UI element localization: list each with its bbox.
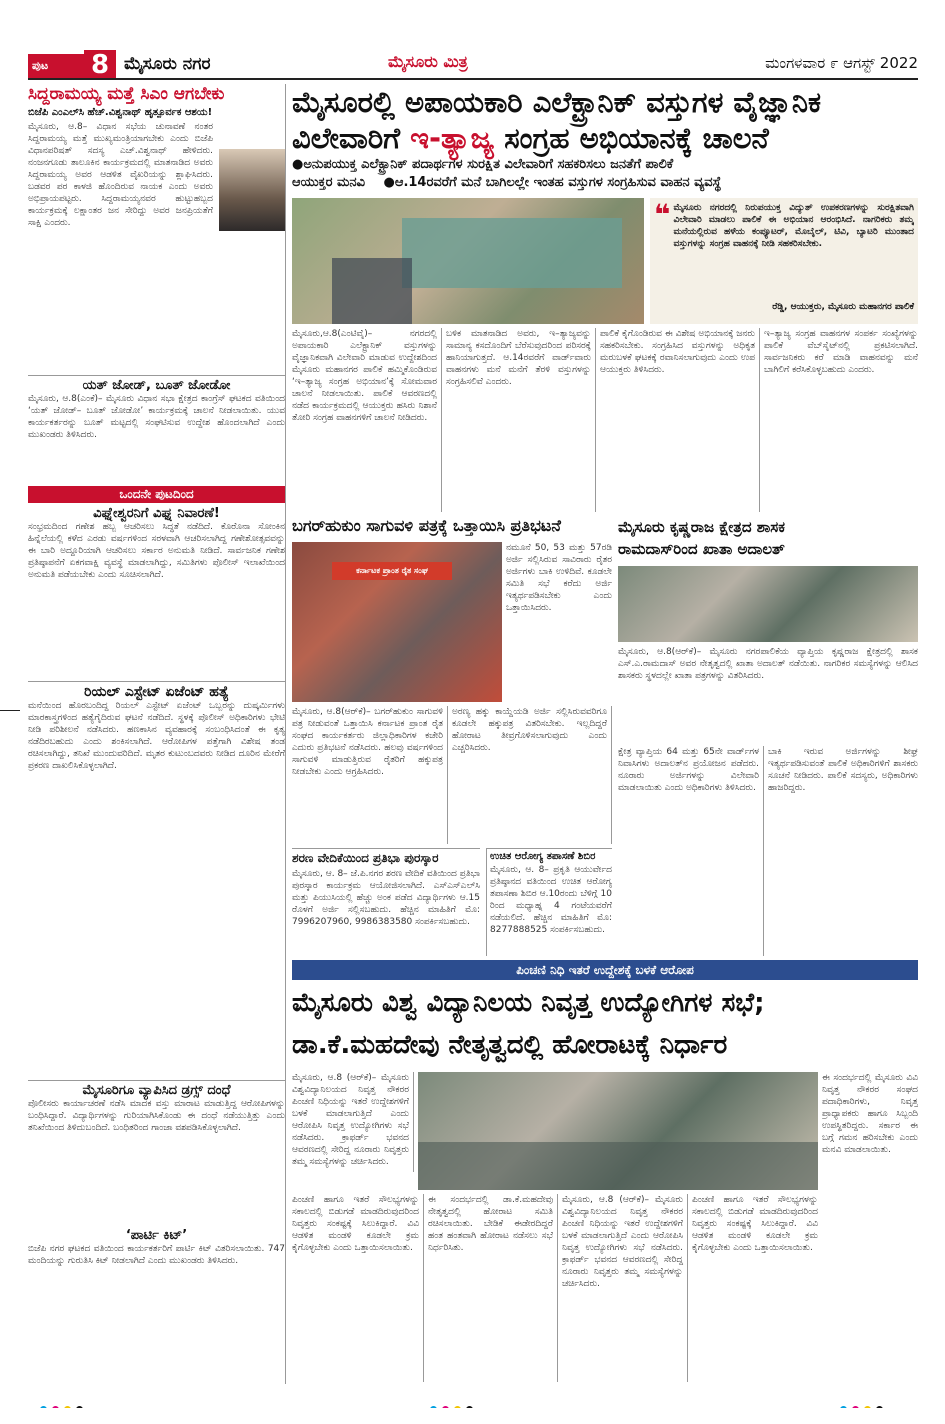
university-text-col5: ಪಿಂಚಣಿ ಹಾಗೂ ಇತರೆ ಸೌಲಭ್ಯಗಳನ್ನು ಸಕಾಲದಲ್ಲಿ ಬಿಡುಗಡೆ ಮಾಡದಿರುವುದರಿಂದ ನಿವೃತ್ತರು ಸಂಕಷ್ಟಕ್ಕೆ ಸಿಲುಕಿದ್ದಾರೆ. ವಿವಿ ಆಡಳಿತ ಮಂಡಳಿ ಕೂಡಲೇ ಕ್ರಮ ಕೈಗೊಳ್ಳಬೇಕು ಎಂದು ಒತ್ತಾಯಿಸಲಾಯಿತು. <box>692 1195 818 1253</box>
university-text-col3: ಈ ಸಂದರ್ಭದಲ್ಲಿ ಡಾ.ಕೆ.ಮಹದೇವು ನೇತೃತ್ವದಲ್ಲಿ ಹೋರಾಟ ಸಮಿತಿ ರಚಿಸಲಾಯಿತು. ಬೇಡಿಕೆ ಈಡೇರದಿದ್ದರೆ ಹಂತ ಹಂತವಾಗಿ ಹೋರಾಟ ನಡೆಸಲು ಸಭೆ ನಿರ್ಧರಿಸಿತು. <box>428 1194 558 1382</box>
masthead: ಮೈಸೂರು ಮಿತ್ರ <box>388 52 468 71</box>
print-dots-left <box>40 1398 120 1408</box>
story-realestate-text: ಮನೆಯಿಂದ ಹೊರಬಂದಿದ್ದ ರಿಯಲ್ ಎಸ್ಟೇಟ್ ಏಜೆಂಟ್ ಒಬ್ಬರನ್ನು ದುಷ್ಕರ್ಮಿಗಳು ಮಾರಕಾಸ್ತ್ರಗಳಿಂದ ಹತ್ಯೆಗೈದಿರುವ ಘಟನೆ ನಡೆದಿದೆ. ಸ್ಥಳಕ್ಕೆ ಪೊಲೀಸ್ ಅಧಿಕಾರಿಗಳು ಭೇಟಿ ನೀಡಿ ಪರಿಶೀಲನೆ ನಡೆಸಿದರು. ಹಣಕಾಸಿನ ವ್ಯವಹಾರಕ್ಕೆ ಸಂಬಂಧಿಸಿದಂತೆ ಈ ಕೃತ್ಯ ನಡೆದಿರಬಹುದು ಎಂದು ಶಂಕಿಸಲಾಗಿದೆ. ಆರೋಪಿಗಳ ಪತ್ತೆಗಾಗಿ ವಿಶೇಷ ತಂಡ ರಚಿಸಲಾಗಿದ್ದು, ತನಿಖೆ ಮುಂದುವರಿದಿದೆ. ಮೃತರ ಕುಟುಂಬದವರು ನೀಡಿದ ದೂರಿನ ಮೇರೆಗೆ ಪ್ರಕರಣ ದಾಖಲಿಸಿಕೊಳ್ಳಲಾಗಿದೆ. <box>28 701 285 771</box>
page-header <box>28 50 918 80</box>
health-box <box>486 848 612 956</box>
story-siddaramaiah-text: ಮೈಸೂರು, ಆ.8– ವಿಧಾನ ಸಭೆಯ ಚುನಾವಣೆ ನಂತರ ಸಿದ್ದರಾಮಯ್ಯ ಮತ್ತೆ ಮುಖ್ಯಮಂತ್ರಿಯಾಗಬೇಕು ಎಂದು ಬಿಜೆಪಿ ವಿಧಾನಪರಿಷತ್ ಸದಸ್ಯ ಎಚ್.ವಿಶ್ವನಾಥ್ ಹೇಳಿದರು. ನಂಜನಗೂಡು ತಾಲೂಕಿನ ಕಾರ್ಯಕ್ರಮದಲ್ಲಿ ಮಾತನಾಡಿದ ಅವರು ಸಿದ್ದರಾಮಯ್ಯ ಅವರ ಆಡಳಿತ ವೈಖರಿಯನ್ನು ಶ್ಲಾಘಿಸಿದರು. ಬಡವರ ಪರ ಕಾಳಜಿ ಹೊಂದಿರುವ ನಾಯಕ ಎಂದು ಅವರು ಅಭಿಪ್ರಾಯಪಟ್ಟರು. ಸಿದ್ದರಾಮಯ್ಯನವರ ಹುಟ್ಟುಹಬ್ಬದ ಕಾರ್ಯಕ್ರಮಕ್ಕೆ ಲಕ್ಷಾಂತರ ಜನ ಸೇರಿದ್ದು ಅವರ ಜನಪ್ರಿಯತೆಗೆ ಸಾಕ್ಷಿ ಎಂದರು. <box>28 122 213 228</box>
khata-headline-block <box>618 516 918 564</box>
award-text: ಮೈಸೂರು, ಆ. 8– ಜೆ.ಪಿ.ನಗರ ಶರಣ ವೇದಿಕೆ ವತಿಯಿಂದ ಪ್ರತಿಭಾ ಪುರಸ್ಕಾರ ಕಾರ್ಯಕ್ರಮ ಆಯೋಜಿಸಲಾಗಿದೆ. ಎಸ್‌ಎಸ್‌ಎಲ್‌ಸಿ ಮತ್ತು ಪಿಯುಸಿಯಲ್ಲಿ ಹೆಚ್ಚು ಅಂಕ ಪಡೆದ ವಿದ್ಯಾರ್ಥಿಗಳು ಆ.15 ರೊಳಗೆ ಅರ್ಜಿ ಸಲ್ಲಿಸಬಹುದು. ಹೆಚ್ಚಿನ ಮಾಹಿತಿಗೆ ಮೊ: 7996207960, 9986383580 ಸಂಪರ್ಕಿಸಬಹುದು. <box>292 869 480 927</box>
protest-banner: ಕರ್ನಾಟಕ ಪ್ರಾಂತ ರೈತ ಸಂಘ <box>332 562 452 580</box>
people-shape <box>332 258 412 324</box>
portrait-photo <box>219 149 285 231</box>
protest-headline: ಬಗರ್‌ಹುಕುಂ ಸಾಗುವಳಿ ಪತ್ರಕ್ಕೆ ಒತ್ತಾಯಿಸಿ ಪ್ರತಿಭಟನೆ <box>292 516 561 535</box>
dot-magenta <box>852 1406 859 1408</box>
story-yatjod-headline: ಯತ್ ಜೋಡ್, ಬೂತ್ ಜೋಡೋ <box>28 375 285 393</box>
quote-text: ಮೈಸೂರು ನಗರದಲ್ಲಿ ನಿರುಪಯುಕ್ತ ವಿದ್ಯುತ್ ಉಪಕರಣಗಳನ್ನು ಸುರಕ್ಷಿತವಾಗಿ ವಿಲೇವಾರಿ ಮಾಡಲು ಪಾಲಿಕೆ ಈ ಅಭಿಯಾನ ಆರಂಭಿಸಿದೆ. ನಾಗರಿಕರು ತಮ್ಮ ಮನೆಯಲ್ಲಿರುವ ಹಳೆಯ ಕಂಪ್ಯೂಟರ್, ಮೊಬೈಲ್, ಟಿವಿ, ಬ್ಯಾಟರಿ ಮುಂತಾದ ವಸ್ತುಗಳನ್ನು ಸಂಗ್ರಹ ವಾಹನಕ್ಕೆ ನೀಡಿ ಸಹಕರಿಸಬೇಕು. <box>673 203 914 249</box>
print-dots-right <box>840 1398 920 1408</box>
story-drugs-headline: ಮೈಸೂರಿಗೂ ವ್ಯಾಪಿಸಿದ ಡ್ರಗ್ಸ್ ದಂಧೆ <box>28 1080 285 1098</box>
protest-text-col1: ಮೈಸೂರು, ಆ.8(ಆರ್‌ಕೆ)– ಬಗರ್‌ಹುಕುಂ ಸಾಗುವಳಿ ಪತ್ರ ನೀಡುವಂತೆ ಒತ್ತಾಯಿಸಿ ಕರ್ನಾಟಕ ಪ್ರಾಂತ ರೈತ ಸಂಘದ ಕಾರ್ಯಕರ್ತರು ಜಿಲ್ಲಾಧಿಕಾರಿಗಳ ಕಚೇರಿ ಎದುರು ಪ್ರತಿಭಟನೆ ನಡೆಸಿದರು. ಹಲವು ವರ್ಷಗಳಿಂದ ಸಾಗುವಳಿ ಮಾಡುತ್ತಿರುವ ರೈತರಿಗೆ ಹಕ್ಕುಪತ್ರ ನೀಡಬೇಕು ಎಂದು ಆಗ್ರಹಿಸಿದರು. <box>292 706 448 844</box>
print-dots-center <box>430 1398 510 1408</box>
story-ganesha-headline: ವಿಘ್ನೇಶ್ವರನಿಗೆ ವಿಘ್ನ ನಿವಾರಣೆ! <box>93 506 220 521</box>
khata-headline2: ರಾಮದಾಸ್‌ರಿಂದ ಖಾತಾ ಅದಾಲತ್ <box>618 540 785 558</box>
lead-bullet1: ●ಅನುಪಯುಕ್ತ ಎಲೆಕ್ಟ್ರಾನಿಕ್ ಪದಾರ್ಥಗಳ ಸುರಕ್ಷಿತ ವಿಲೇವಾರಿಗೆ ಸಹಕರಿಸಲು ಜನತೆಗೆ ಪಾಲಿಕೆ <box>292 157 674 172</box>
dot-black <box>466 1406 473 1408</box>
lead-text-col3: ಪಾಲಿಕೆ ಕೈಗೊಂಡಿರುವ ಈ ವಿಶೇಷ ಅಭಿಯಾನಕ್ಕೆ ಜನರು ಸಹಕರಿಸಬೇಕು. ಸಂಗ್ರಹಿಸಿದ ವಸ್ತುಗಳನ್ನು ಅಧಿಕೃತ ಮರುಬಳಕೆ ಘಟಕಕ್ಕೆ ರವಾನಿಸಲಾಗುವುದು ಎಂದು ಉಪ ಆಯುಕ್ತರು ತಿಳಿಸಿದರು. <box>600 328 760 512</box>
dot-cyan <box>40 1406 47 1408</box>
lead-headline-line1: ಮೈಸೂರಲ್ಲಿ ಅಪಾಯಕಾರಿ ಎಲೆಕ್ಟ್ರಾನಿಕ್ ವಸ್ತುಗಳ ವೈಜ್ಞಾನಿಕ <box>292 85 822 119</box>
lead-headline-line2-red: ಇ-ತ್ಯಾಜ್ಯ <box>410 121 495 155</box>
dot-yellow <box>454 1406 461 1408</box>
khata-headline1: ಮೈಸೂರು ಕೃಷ್ಣರಾಜ ಕ್ಷೇತ್ರದ ಶಾಸಕ <box>618 518 785 536</box>
story-siddaramaiah-subhead: ಬಿಜೆಪಿ ಎಂಎಲ್‌ಸಿ ಹೆಚ್.ವಿಶ್ವನಾಥ್ ಹೃತ್ಪೂರ್ವಕ ಆಶಯ! <box>28 107 213 118</box>
university-text-col2: ಪಿಂಚಣಿ ಹಾಗೂ ಇತರೆ ಸೌಲಭ್ಯಗಳನ್ನು ಸಕಾಲದಲ್ಲಿ ಬಿಡುಗಡೆ ಮಾಡದಿರುವುದರಿಂದ ನಿವೃತ್ತರು ಸಂಕಷ್ಟಕ್ಕೆ ಸಿಲುಕಿದ್ದಾರೆ. ವಿವಿ ಆಡಳಿತ ಮಂಡಳಿ ಕೂಡಲೇ ಕ್ರಮ ಕೈಗೊಳ್ಳಬೇಕು ಎಂದು ಒತ್ತಾಯಿಸಲಾಯಿತು. <box>292 1194 424 1382</box>
lead-bullet2 <box>292 174 918 192</box>
khata-text2: ಕ್ಷೇತ್ರ ವ್ಯಾಪ್ತಿಯ 64 ಮತ್ತು 65ನೇ ವಾರ್ಡ್‌ಗಳ ನಿವಾಸಿಗಳು ಅದಾಲತ್‌ನ ಪ್ರಯೋಜನ ಪಡೆದರು. ನೂರಾರು ಅರ್ಜಿಗಳನ್ನು ವಿಲೇವಾರಿ ಮಾಡಲಾಯಿತು ಎಂದು ಅಧಿಕಾರಿಗಳು ತಿಳಿಸಿದರು. <box>618 746 764 956</box>
lead-headline-line2 <box>292 120 918 156</box>
section-name: ಮೈಸೂರು ನಗರ <box>124 54 211 74</box>
story-yatjod-text: ಮೈಸೂರು, ಆ.8(ಎಂಕೆ)– ಮೈಸೂರು ವಿಧಾನ ಸಭಾ ಕ್ಷೇತ್ರದ ಕಾಂಗ್ರೆಸ್ ಘಟಕದ ವತಿಯಿಂದ ‘ಯತ್ ಜೋಡ್– ಬೂತ್ ಜೋಡೋ’ ಕಾರ್ಯಕ್ರಮಕ್ಕೆ ಚಾಲನೆ ನೀಡಲಾಯಿತು. ಯುವ ಕಾರ್ಯಕರ್ತರನ್ನು ಬೂತ್ ಮಟ್ಟದಲ್ಲಿ ಸಂಘಟಿಸುವ ಉದ್ದೇಶ ಹೊಂದಲಾಗಿದೆ ಎಂದು ಮುಖಂಡರು ತಿಳಿಸಿದರು. <box>28 394 285 440</box>
story-realestate-headline: ರಿಯಲ್ ಎಸ್ಟೇಟ್ ಏಜೆಂಟ್ ಹತ್ಯೆ <box>28 681 285 700</box>
university-photo <box>418 1072 818 1190</box>
award-headline: ಶರಣ ವೇದಿಕೆಯಿಂದ ಪ್ರತಿಭಾ ಪುರಸ್ಕಾರ <box>292 851 439 865</box>
page-label: ಪುಟ <box>28 54 116 78</box>
story-drugs-text: ಪೊಲೀಸರು ಕಾರ್ಯಾಚರಣೆ ನಡೆಸಿ ಮಾದಕ ವಸ್ತು ಮಾರಾಟ ಮಾಡುತ್ತಿದ್ದ ಆರೋಪಿಗಳನ್ನು ಬಂಧಿಸಿದ್ದಾರೆ. ವಿದ್ಯಾರ್ಥಿಗಳನ್ನು ಗುರಿಯಾಗಿಸಿಕೊಂಡು ಈ ದಂಧೆ ನಡೆಯುತ್ತಿತ್ತು ಎಂದು ತನಿಖೆಯಿಂದ ತಿಳಿದುಬಂದಿದೆ. ಬಂಧಿತರಿಂದ ಗಾಂಜಾ ವಶಪಡಿಸಿಕೊಳ್ಳಲಾಗಿದೆ. <box>28 1099 285 1133</box>
lead-headline-block <box>292 84 918 196</box>
dot-black <box>76 1406 83 1408</box>
award-box <box>292 848 480 956</box>
protest-text-right: ನಮೂನೆ 50, 53 ಮತ್ತು 57ರಡಿ ಅರ್ಜಿ ಸಲ್ಲಿಸಿರುವ ಸಾವಿರಾರು ರೈತರ ಅರ್ಜಿಗಳು ಬಾಕಿ ಉಳಿದಿವೆ. ಕೂಡಲೇ ಸಮಿತಿ ಸಭೆ ಕರೆದು ಅರ್ಜಿ ಇತ್ಯರ್ಥಪಡಿಸಬೇಕು ಎಂದು ಒತ್ತಾಯಿಸಿದರು. <box>506 543 612 613</box>
university-headline1: ಮೈಸೂರು ವಿಶ್ವ ವಿದ್ಯಾನಿಲಯ ನಿವೃತ್ತ ಉದ್ಯೋಗಿಗಳ ಸಭೆ; <box>292 988 765 1018</box>
lead-text-col4: ಇ–ತ್ಯಾಜ್ಯ ಸಂಗ್ರಹ ವಾಹನಗಳ ಸಂಪರ್ಕ ಸಂಖ್ಯೆಗಳನ್ನು ಪಾಲಿಕೆ ವೆಬ್‌ಸೈಟ್‌ನಲ್ಲಿ ಪ್ರಕಟಿಸಲಾಗಿದೆ. ಸಾರ್ವಜನಿಕರು ಕರೆ ಮಾಡಿ ವಾಹನವನ್ನು ಮನೆ ಬಾಗಿಲಿಗೆ ಕರೆಸಿಕೊಳ್ಳಬಹುದು ಎಂದರು. <box>764 329 918 375</box>
dot-cyan <box>840 1406 847 1408</box>
khata-photo <box>618 566 918 642</box>
page-number: 8 <box>84 50 116 80</box>
quote-mark-icon: ❝ <box>654 198 671 231</box>
dot-magenta <box>442 1406 449 1408</box>
ewaste-photo <box>292 198 644 324</box>
university-band: ಪಿಂಚಣಿ ನಿಧಿ ಇತರೆ ಉದ್ದೇಶಕ್ಕೆ ಬಳಕೆ ಆರೋಪ <box>292 960 918 980</box>
story-siddaramaiah-headline: ಸಿದ್ದರಾಮಯ್ಯ ಮತ್ತೆ ಸಿಎಂ ಆಗಬೇಕು <box>28 84 225 104</box>
lead-bullet2b: ●ಆ.14ರವರೆಗೆ ಮನೆ ಬಾಗಿಲಲ್ಲೇ ಇಂತಹ ವಸ್ತುಗಳ ಸಂಗ್ರಹಿಸುವ ವಾಹನ ವ್ಯವಸ್ಥೆ <box>383 175 722 190</box>
khata-text1: ಮೈಸೂರು, ಆ.8(ಆರ್‌ಕೆ)– ಮೈಸೂರು ನಗರಪಾಲಿಕೆಯ ವ್ಯಾಪ್ತಿಯ ಕೃಷ್ಣರಾಜ ಕ್ಷೇತ್ರದಲ್ಲಿ ಶಾಸಕ ಎಸ್.ಎ.ರಾಮದಾಸ್ ಅವರ ನೇತೃತ್ವದಲ್ಲಿ ಖಾತಾ ಅದಾಲತ್ ನಡೆಯಿತು. ನಾಗರಿಕರ ಸಮಸ್ಯೆಗಳನ್ನು ಆಲಿಸಿದ ಶಾಸಕರು ಸ್ಥಳದಲ್ಲೇ ಖಾತಾ ಪತ್ರಗಳನ್ನು ವಿತರಿಸಿದರು. <box>618 647 918 681</box>
dot-black <box>876 1406 883 1408</box>
dot-yellow <box>64 1406 71 1408</box>
university-text-right: ಈ ಸಂದರ್ಭದಲ್ಲಿ ಮೈಸೂರು ವಿವಿ ನಿವೃತ್ತ ನೌಕರರ ಸಂಘದ ಪದಾಧಿಕಾರಿಗಳು, ನಿವೃತ್ತ ಪ್ರಾಧ್ಯಾಪಕರು ಹಾಗೂ ಸಿಬ್ಬಂದಿ ಉಪಸ್ಥಿತರಿದ್ದರು. ಸರ್ಕಾರ ಈ ಬಗ್ಗೆ ಗಮನ ಹರಿಸಬೇಕು ಎಂದು ಮನವಿ ಮಾಡಲಾಯಿತು. <box>822 1073 918 1155</box>
issue-date: ಮಂಗಳವಾರ ೯ ಆಗಸ್ಟ್ 2022 <box>765 54 918 72</box>
lead-text-col1: ಮೈಸೂರು,ಆ.8(ಎಂಟಿವೈ)– ನಗರದಲ್ಲಿ ಅಪಾಯಕಾರಿ ಎಲೆಕ್ಟ್ರಾನಿಕ್ ವಸ್ತುಗಳನ್ನು ವೈಜ್ಞಾನಿಕವಾಗಿ ವಿಲೇವಾರಿ ಮಾಡುವ ಉದ್ದೇಶದಿಂದ ಮೈಸೂರು ಮಹಾನಗರ ಪಾಲಿಕೆ ಹಮ್ಮಿಕೊಂಡಿರುವ ‘ಇ–ತ್ಯಾಜ್ಯ ಸಂಗ್ರಹ ಅಭಿಯಾನ’ಕ್ಕೆ ಸೋಮವಾರ ಚಾಲನೆ ನೀಡಲಾಯಿತು. ಪಾಲಿಕೆ ಆವರಣದಲ್ಲಿ ನಡೆದ ಕಾರ್ಯಕ್ರಮದಲ್ಲಿ ಆಯುಕ್ತರು ಹಸಿರು ನಿಶಾನೆ ತೋರಿ ಸಂಗ್ರಹ ವಾಹನಗಳಿಗೆ ಚಾಲನೆ ನೀಡಿದರು. <box>292 328 442 512</box>
dot-magenta <box>52 1406 59 1408</box>
health-headline: ಉಚಿತ ಆರೋಗ್ಯ ತಪಾಸಣೆ ಶಿಬಿರ <box>490 851 596 862</box>
lead-headline-line2-pre: ವಿಲೇವಾರಿಗೆ <box>292 121 401 155</box>
commissioner-quote-box <box>650 198 918 324</box>
university-headline-block <box>292 982 918 1068</box>
lead-bullet2a: ಆಯುಕ್ತರ ಮನವಿ <box>292 175 365 190</box>
vehicle-shape <box>402 218 622 288</box>
story-partykit-text: ಬಿಜೆಪಿ ನಗರ ಘಟಕದ ವತಿಯಿಂದ ಕಾರ್ಯಕರ್ತರಿಗೆ ಪಾರ್ಟಿ ಕಿಟ್ ವಿತರಿಸಲಾಯಿತು. 747 ಮಂದಿಯನ್ನು ಗುರುತಿಸಿ ಕಿಟ್ ನೀಡಲಾಗಿದೆ ಎಂದು ಮುಖಂಡರು ತಿಳಿಸಿದರು. <box>28 1244 285 1266</box>
university-headline2: ಡಾ.ಕೆ.ಮಹದೇವು ನೇತೃತ್ವದಲ್ಲಿ ಹೋರಾಟಕ್ಕೆ ನಿರ್ಧಾರ <box>292 1030 728 1060</box>
dot-yellow <box>864 1406 871 1408</box>
crop-mark <box>0 710 20 711</box>
university-text-col4: ಮೈಸೂರು, ಆ.8 (ಆರ್‌ಕೆ)– ಮೈಸೂರು ವಿಶ್ವವಿದ್ಯಾನಿಲಯದ ನಿವೃತ್ತ ನೌಕರರ ಪಿಂಚಣಿ ನಿಧಿಯನ್ನು ಇತರೆ ಉದ್ದೇಶಗಳಿಗೆ ಬಳಕೆ ಮಾಡಲಾಗುತ್ತಿದೆ ಎಂದು ಆರೋಪಿಸಿ ನಿವೃತ್ತ ಉದ್ಯೋಗಿಗಳು ಸಭೆ ನಡೆಸಿದರು. ಕ್ರಾಫರ್ಡ್ ಭವನದ ಆವರಣದಲ್ಲಿ ಸೇರಿದ್ದ ನೂರಾರು ನಿವೃತ್ತರು ತಮ್ಮ ಸಮಸ್ಯೆಗಳನ್ನು ಚರ್ಚಿಸಿದರು. <box>562 1194 688 1382</box>
health-text: ಮೈಸೂರು, ಆ. 8– ಪ್ರಕೃತಿ ಆಯುರ್ವೇದ ಪ್ರತಿಷ್ಠಾನದ ವತಿಯಿಂದ ಉಚಿತ ಆರೋಗ್ಯ ತಪಾಸಣಾ ಶಿಬಿರ ಆ.10ರಂದು ಬೆಳಿಗ್ಗೆ 10 ರಿಂದ ಮಧ್ಯಾಹ್ನ 4 ಗಂಟೆಯವರೆಗೆ ನಡೆಯಲಿದೆ. ಹೆಚ್ಚಿನ ಮಾಹಿತಿಗೆ ಮೊ: 8277888525 ಸಂಪರ್ಕಿಸಬಹುದು. <box>490 865 612 935</box>
story-ganesha-text: ಸಂಭ್ರಮದಿಂದ ಗಣೇಶ ಹಬ್ಬ ಆಚರಿಸಲು ಸಿದ್ಧತೆ ನಡೆದಿದೆ. ಕೊರೊನಾ ಸೋಂಕಿನ ಹಿನ್ನೆಲೆಯಲ್ಲಿ ಕಳೆದ ಎರಡು ವರ್ಷಗಳಿಂದ ಸರಳವಾಗಿ ಆಚರಿಸಲಾಗಿದ್ದ ಗಣೇಶೋತ್ಸವವನ್ನು ಈ ಬಾರಿ ಅದ್ದೂರಿಯಾಗಿ ಆಚರಿಸಲು ಸರ್ಕಾರ ಅನುಮತಿ ನೀಡಿದೆ. ಸಾರ್ವಜನಿಕ ಗಣೇಶ ಪ್ರತಿಷ್ಠಾಪನೆಗೆ ಏಕಗವಾಕ್ಷಿ ವ್ಯವಸ್ಥೆ ಮಾಡಲಾಗಿದ್ದು, ಸಮಿತಿಗಳು ಪೊಲೀಸ್ ಇಲಾಖೆಯಿಂದ ಅನುಮತಿ ಪಡೆಯಬೇಕು ಎಂದು ಸೂಚಿಸಲಾಗಿದೆ. <box>28 522 285 580</box>
lead-text-col2: ಬಳಿಕ ಮಾತನಾಡಿದ ಅವರು, ಇ–ತ್ಯಾಜ್ಯವನ್ನು ಸಾಮಾನ್ಯ ಕಸದೊಂದಿಗೆ ಬೆರೆಸುವುದರಿಂದ ಪರಿಸರಕ್ಕೆ ಹಾನಿಯಾಗುತ್ತದೆ. ಆ.14ರವರೆಗೆ ವಾರ್ಡ್‌ವಾರು ವಾಹನಗಳು ಮನೆ ಮನೆಗೆ ತೆರಳಿ ವಸ್ತುಗಳನ್ನು ಸಂಗ್ರಹಿಸಲಿವೆ ಎಂದರು. <box>446 328 596 512</box>
dot-cyan <box>430 1406 437 1408</box>
seated-crowd-shape <box>418 1142 818 1190</box>
protest-photo <box>292 542 502 702</box>
continued-strip: ಒಂದನೇ ಪುಟದಿಂದ <box>28 486 285 503</box>
protest-text-col2: ಅರಣ್ಯ ಹಕ್ಕು ಕಾಯ್ದೆಯಡಿ ಅರ್ಜಿ ಸಲ್ಲಿಸಿರುವವರಿಗೂ ಕೂಡಲೇ ಹಕ್ಕುಪತ್ರ ವಿತರಿಸಬೇಕು. ಇಲ್ಲದಿದ್ದರೆ ಹೋರಾಟ ತೀವ್ರಗೊಳಿಸಲಾಗುವುದು ಎಂದು ಎಚ್ಚರಿಸಿದರು. <box>452 706 612 844</box>
story-partykit-headline: ‘ಪಾರ್ಟಿ ಕಿಟ್’ <box>125 1228 188 1243</box>
left-column <box>28 84 286 1384</box>
khata-text3: ಬಾಕಿ ಇರುವ ಅರ್ಜಿಗಳನ್ನು ಶೀಘ್ರ ಇತ್ಯರ್ಥಪಡಿಸುವಂತೆ ಪಾಲಿಕೆ ಅಧಿಕಾರಿಗಳಿಗೆ ಶಾಸಕರು ಸೂಚನೆ ನೀಡಿದರು. ಪಾಲಿಕೆ ಸದಸ್ಯರು, ಅಧಿಕಾರಿಗಳು ಹಾಜರಿದ್ದರು. <box>768 747 918 793</box>
university-text-col1: ಮೈಸೂರು, ಆ.8 (ಆರ್‌ಕೆ)– ಮೈಸೂರು ವಿಶ್ವವಿದ್ಯಾನಿಲಯದ ನಿವೃತ್ತ ನೌಕರರ ಪಿಂಚಣಿ ನಿಧಿಯನ್ನು ಇತರೆ ಉದ್ದೇಶಗಳಿಗೆ ಬಳಕೆ ಮಾಡಲಾಗುತ್ತಿದೆ ಎಂದು ಆರೋಪಿಸಿ ನಿವೃತ್ತ ಉದ್ಯೋಗಿಗಳು ಸಭೆ ನಡೆಸಿದರು. ಕ್ರಾಫರ್ಡ್ ಭವನದ ಆವರಣದಲ್ಲಿ ಸೇರಿದ್ದ ನೂರಾರು ನಿವೃತ್ತರು ತಮ್ಮ ಸಮಸ್ಯೆಗಳನ್ನು ಚರ್ಚಿಸಿದರು. <box>292 1072 414 1172</box>
lead-headline-line2-post: ಸಂಗ್ರಹ ಅಭಿಯಾನಕ್ಕೆ ಚಾಲನೆ <box>504 121 769 155</box>
quote-author: ರೆಡ್ಡಿ, ಆಯುಕ್ತರು, ಮೈಸೂರು ಮಹಾನಗರ ಪಾಲಿಕೆ <box>772 302 914 312</box>
